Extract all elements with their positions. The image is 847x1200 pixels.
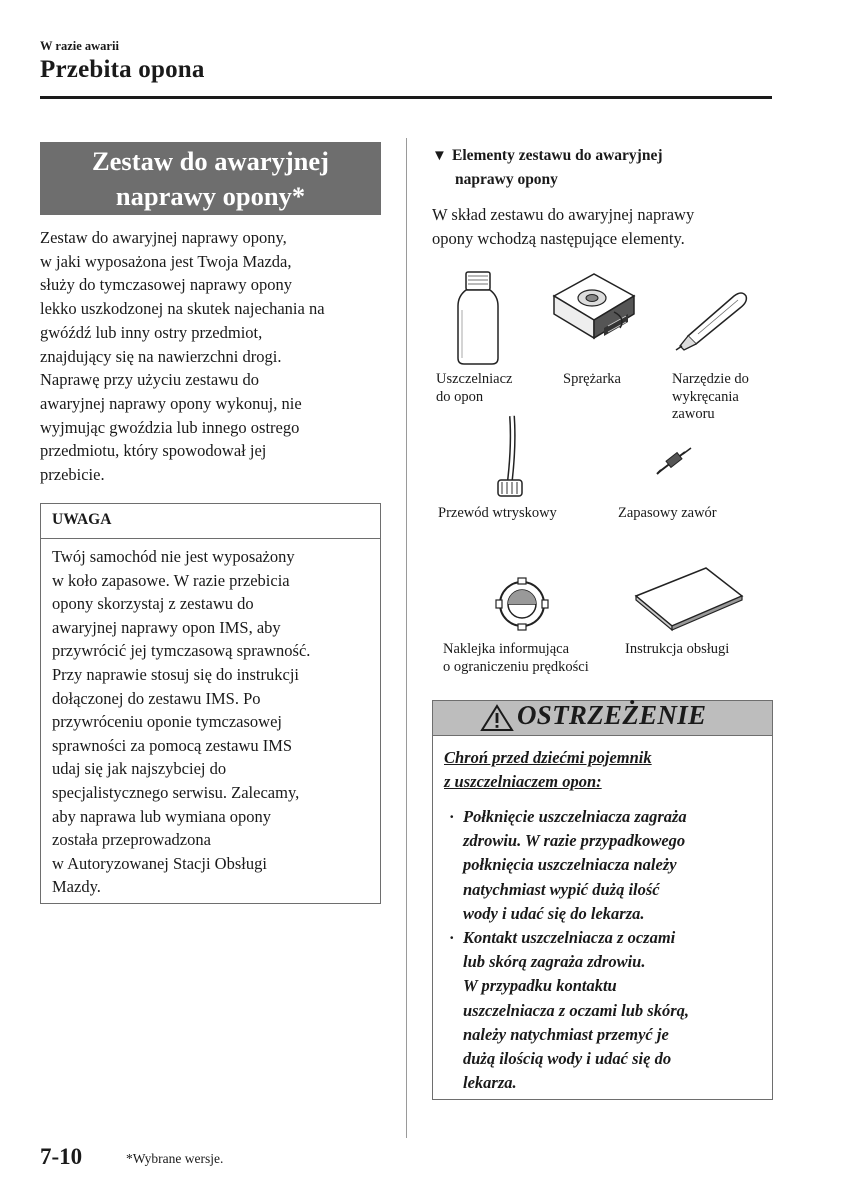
subtitle-line: Chroń przed dziećmi pojemnik (444, 748, 652, 767)
text-line: awaryjnej naprawy opony wykonuj, nie (40, 393, 302, 413)
text-line: w jaki wyposażona jest Twoja Mazda, (40, 251, 292, 271)
text-line: w koło zapasowe. W razie przebicia (52, 570, 290, 590)
section-heading (40, 142, 381, 215)
label-line: Przewód wtryskowy (438, 505, 557, 521)
text-line: sprawności za pomocą zestawu IMS (52, 735, 293, 755)
hose-icon (490, 414, 530, 500)
warning-header (433, 701, 772, 736)
label-line: Narzędzie do (672, 371, 749, 387)
text-line: dołączonej do zestawu IMS. Po (52, 688, 261, 708)
text-line: przebicie. (40, 465, 105, 485)
heading-line: Elementy zestawu do awaryjnej (452, 147, 663, 164)
warning-title: OSTRZEŻENIE (517, 700, 707, 730)
text-line: została przeprowadzona (52, 830, 211, 850)
warning-list-item (447, 926, 689, 1095)
label-line: do opon (436, 388, 484, 405)
label-line: Sprężarka (563, 371, 621, 387)
warning-list-item (447, 805, 689, 926)
text-line: W skład zestawu do awaryjnej naprawy (432, 205, 695, 224)
subtitle-line: z uszczelniaczem opon: (444, 772, 602, 791)
column-divider (406, 138, 407, 1138)
label-line: Naklejka informująca (443, 641, 570, 657)
text-line: specjalistycznego serwisu. Zalecamy, (52, 782, 300, 802)
warning-list (447, 805, 689, 1095)
text-line: połknięcia uszczelniacza należy (463, 855, 677, 875)
text-line: Kontakt uszczelniacza z oczami (463, 928, 676, 948)
text-line: przywróceniu oponie tymczasowej (52, 712, 283, 732)
kit-contents-text (432, 203, 694, 251)
section-heading-line: naprawy opony* (115, 181, 306, 211)
footnote: *Wybrane wersje. (126, 1151, 224, 1166)
notice-divider (41, 538, 380, 539)
sticker-label (443, 641, 589, 676)
triangle-marker-icon: ▼ (432, 148, 447, 164)
speed-sticker-icon (494, 576, 550, 632)
text-line: przywrócić jej tymczasową sprawność. (52, 641, 311, 661)
hose-label (438, 505, 557, 523)
text-line: lub skórą zagraża zdrowiu. (463, 952, 646, 972)
valve-tool-icon (674, 286, 754, 352)
text-line: aby naprawa lub wymiana opony (52, 806, 272, 826)
valve-tool-label (672, 371, 749, 424)
spare-valve-icon (655, 446, 695, 476)
label-line: Zapasowy zawór (618, 505, 717, 521)
compressor-icon (548, 268, 638, 356)
text-line: awaryjnej naprawy opon IMS, aby (52, 617, 281, 637)
text-line: w Autoryzowanej Stacji Obsługi (52, 853, 267, 873)
section-label: W razie awarii (40, 39, 119, 53)
header-rule (40, 96, 772, 99)
heading-line: naprawy opony (455, 171, 558, 188)
warning-box (432, 700, 773, 1100)
text-line: udaj się jak najszybciej do (52, 759, 227, 779)
bullet-icon: · (449, 807, 455, 826)
text-line: Mazdy. (52, 877, 101, 897)
text-line: lekko uszkodzonej na skutek najechania na (40, 299, 325, 319)
text-line: W przypadku kontaktu (463, 976, 617, 996)
manual-icon (634, 566, 744, 632)
text-line: uszczelniacza z oczami lub skórą, (463, 1000, 689, 1020)
text-line: Zestaw do awaryjnej naprawy opony, (40, 228, 287, 247)
text-line: gwóźdź lub inny ostry przedmiot, (40, 322, 263, 342)
text-line: opony wchodzą następujące elementy. (432, 229, 685, 248)
text-line: Naprawę przy użyciu zestawu do (40, 370, 259, 390)
notice-body (52, 545, 310, 899)
text-line: natychmiast wypić dużą ilość (463, 879, 660, 899)
text-line: wody i udać się do lekarza. (463, 903, 645, 923)
label-line: zaworu (672, 406, 715, 422)
text-line: Połknięcie uszczelniacza zagraża (463, 807, 687, 826)
kit-contents-heading (432, 144, 663, 192)
notice-box (40, 503, 381, 904)
sealant-label (436, 371, 512, 406)
text-line: Twój samochód nie jest wyposażony (52, 547, 295, 566)
intro-paragraph (40, 226, 385, 487)
text-line: wyjmując gwoździa lub innego ostrego (40, 417, 300, 437)
label-line: Uszczelniacz (436, 371, 513, 387)
text-line: opony skorzystaj z zestawu do (52, 594, 254, 614)
page-title: Przebita opona (40, 56, 205, 83)
text-line: dużą ilością wody i udać się do (463, 1049, 672, 1069)
text-line: znajdujący się na nawierzchni drogi. (40, 346, 282, 366)
label-line: Instrukcja obsługi (625, 641, 730, 657)
notice-title: UWAGA (52, 511, 112, 528)
sealant-bottle-icon (448, 270, 508, 366)
page-number: 7-10 (40, 1144, 83, 1169)
warning-subtitle (444, 746, 652, 794)
text-line: służy do tymczasowej naprawy opony (40, 275, 293, 295)
text-line: zdrowiu. W razie przypadkowego (463, 831, 686, 851)
label-line: o ograniczeniu prędkości (443, 658, 589, 675)
section-heading-line: Zestaw do awaryjnej (92, 146, 329, 176)
text-line: należy natychmiast przemyć je (463, 1024, 669, 1044)
bullet-icon: · (449, 928, 455, 948)
manual-label (625, 641, 729, 659)
text-line: Przy naprawie stosuj się do instrukcji (52, 664, 300, 684)
text-line: lekarza. (463, 1073, 517, 1093)
label-line: wykręcania (672, 388, 739, 405)
spare-valve-label (618, 505, 717, 523)
warning-triangle-icon (480, 704, 514, 732)
text-line: przedmiotu, który spowodował jej (40, 441, 267, 461)
compressor-label (563, 371, 621, 389)
